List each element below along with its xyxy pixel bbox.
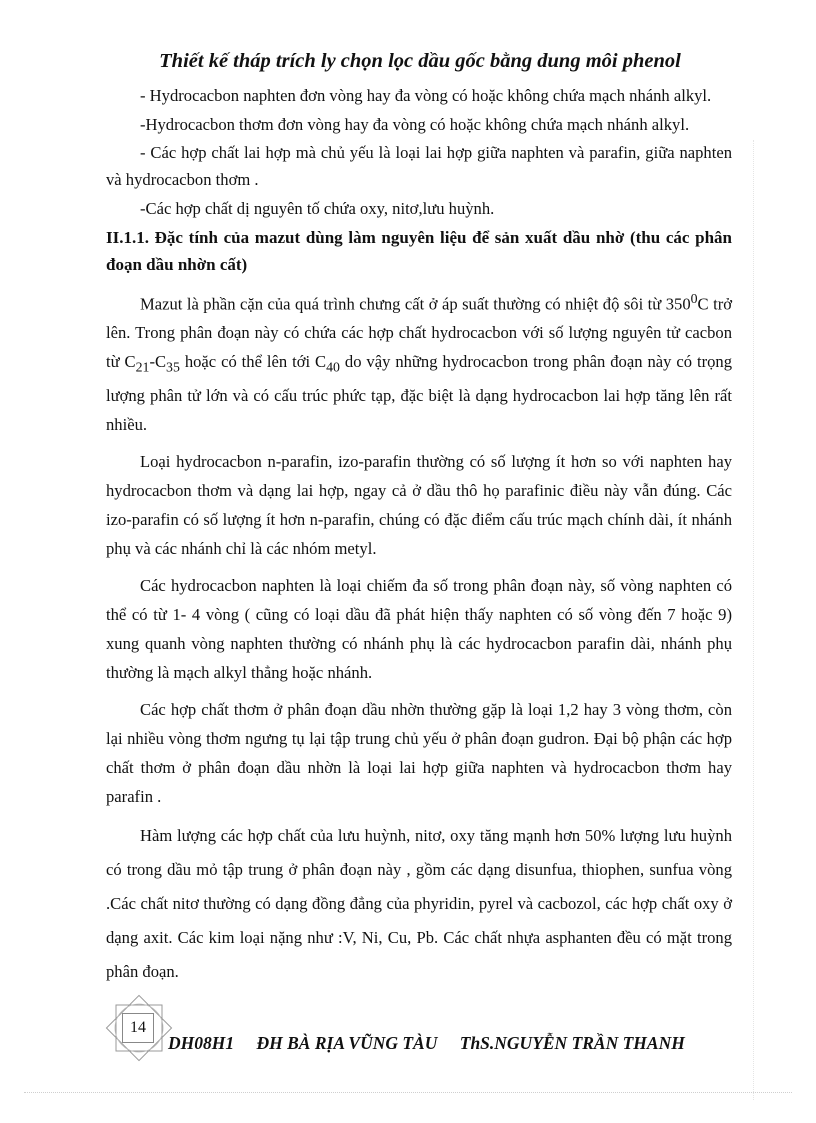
body-paragraph-parafin: Loại hydrocacbon n-parafin, izo-parafin thường có số lượng ít hơn so với naphten hay hydrocacbon thơm và dạng lai hợp, ngay cả ở dầu thô họ parafinic điều này vẫn đúng. Các izo-parafin có số lượng ít hơn n-parafin, chúng có đặc điểm cấu trúc mạch chính dài, ít nhánh phụ và các nhánh chỉ là các nhóm metyl. <box>106 452 732 559</box>
section-body <box>106 284 732 990</box>
body-paragraph-aromatic: Các hợp chất thơm ở phân đoạn dầu nhờn thường gặp là loại 1,2 hay 3 vòng thơm, còn lại nhiều vòng thơm ngưng tụ lại tập trung chủ yếu ở phân đoạn gudron. Đại bộ phận các hợp chất thơm ở phân đoạn dầu nhờn là loại lai hợp giữa naphten và hydrocacbon thơm hay parafin . <box>106 700 732 807</box>
document-body <box>106 82 732 997</box>
footer-school: ĐH BÀ RỊA VŨNG TÀU <box>256 1033 438 1053</box>
degree-superscript: 0 <box>690 290 698 306</box>
body-paragraph-mazut <box>106 284 732 440</box>
page-title: Thiết kế tháp trích ly chọn lọc dầu gốc bằng dung môi phenol <box>159 50 681 72</box>
intro-list <box>106 82 732 222</box>
footer-class-code: DH08H1 <box>168 1033 235 1053</box>
intro-paragraph: - Các hợp chất lai hợp mà chủ yếu là loại lai hợp giữa naphten và parafin, giữa naphten và hydrocacbon thơm . <box>106 143 732 189</box>
intro-paragraph: -Hydrocacbon thơm đơn vòng hay đa vòng có hoặc không chứa mạch nhánh alkyl. <box>140 114 690 134</box>
footer-rule <box>24 1092 792 1093</box>
page-number: 14 <box>122 1013 154 1043</box>
right-margin-rule <box>753 140 754 1100</box>
p1-text-b: C trở lên. Trong phân đoạn này có chứa các hợp chất hydrocacbon với số lượng nguyên tử cacbon từ C <box>106 294 732 372</box>
footer-author: ThS.NGUYỄN TRẦN THANH <box>459 1033 685 1053</box>
intro-paragraph: -Các hợp chất dị nguyên tố chứa oxy, nitơ,lưu huỳnh. <box>140 198 495 218</box>
footer <box>168 1033 703 1054</box>
body-paragraph-heteroatom: Hàm lượng các hợp chất của lưu huỳnh, nitơ, oxy tăng mạnh hơn 50% lượng lưu huỳnh có trong dầu mỏ tập trung ở phân đoạn này , gồm các dạng disunfua, thiophen, sunfua vòng .Các chất nitơ thường có dạng đồng đẳng của phyridin, pyrel và cacbozol, các hợp chất oxy ở dạng axit. Các kim loại nặng như :V, Ni, Cu, Pb. Các chất nhựa asphanten đều có mặt trong phân đoạn. <box>106 826 732 982</box>
subscript-40: 40 <box>326 359 340 375</box>
p1-text-e: do vậy những hydrocacbon trong phân đoạn này có trọng lượng phân tử lớn và có cấu trúc phức tạp, đặc biệt là dạng hydrocacbon lai hợp tăng lên rất nhiều. <box>106 352 732 435</box>
subscript-21: 21 <box>135 359 150 375</box>
section-heading: II.1.1. Đặc tính của mazut dùng làm nguyên liệu để sản xuất dầu nhờ (thu các phân đoạn dầu nhờn cất) <box>106 227 732 274</box>
intro-paragraph: - Hydrocacbon naphten đơn vòng hay đa vòng có hoặc không chứa mạch nhánh alkyl. <box>140 86 712 105</box>
p1-text-a: Mazut là phần cặn của quá trình chưng cất ở áp suất thường có nhiệt độ sôi từ 350 <box>140 294 691 314</box>
subscript-35: 35 <box>166 359 180 375</box>
p1-text-c: -C <box>149 352 167 372</box>
p1-text-d: hoặc có thể lên tới C <box>179 352 327 372</box>
body-paragraph-naphten: Các hydrocacbon naphten là loại chiếm đa số trong phân đoạn này, số vòng naphten có thể có từ 1- 4 vòng ( cũng có loại dầu đã phát hiện thấy naphten có số vòng đến 7 hoặc 9) xung quanh vòng naphten thường có nhánh phụ là các hydrocacbon parafin dài, nhánh phụ thường là mạch alkyl thẳng hoặc nhánh. <box>106 576 732 683</box>
